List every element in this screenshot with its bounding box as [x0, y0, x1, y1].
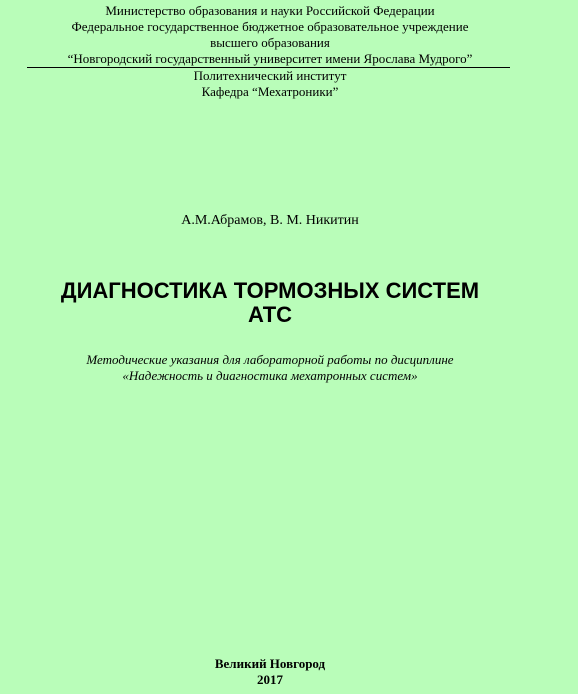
ministry-header — [0, 3, 540, 67]
publication-info — [0, 656, 540, 688]
document-title — [0, 279, 540, 327]
institute-name: Политехнический институт — [193, 68, 347, 83]
ministry-line: Министерство образования и науки Российской Федерации — [105, 3, 435, 18]
publication-city: Великий Новгород — [214, 656, 326, 671]
publication-year: 2017 — [257, 672, 283, 687]
document-subtitle — [0, 352, 540, 384]
institution-type-line: Федеральное государственное бюджетное образовательное учреждение — [71, 19, 469, 34]
subtitle-line-1: Методические указания для лабораторной работы по дисциплине — [86, 352, 454, 367]
title-line-1: ДИАГНОСТИКА ТОРМОЗНЫХ СИСТЕМ — [60, 278, 480, 303]
department-name: Кафедра “Мехатроники” — [201, 84, 339, 99]
university-name-line: “Новгородский государственный университет имени Ярослава Мудрого” — [67, 51, 473, 66]
authors: А.М.Абрамов, В. М. Никитин — [181, 213, 359, 228]
subtitle-line-2: «Надежность и диагностика мехатронных систем» — [122, 368, 418, 383]
education-level-line: высшего образования — [210, 35, 330, 50]
title-line-2: АТС — [247, 302, 293, 327]
institute-block — [0, 68, 540, 100]
